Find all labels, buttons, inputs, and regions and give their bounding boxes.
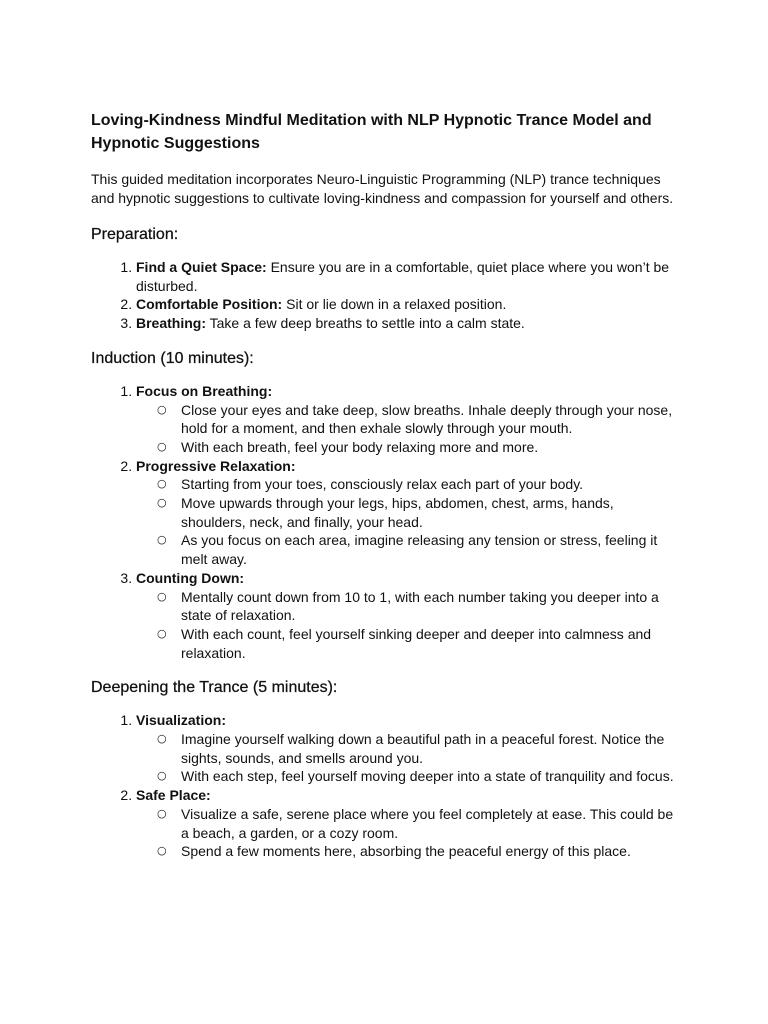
sub-list [136,475,682,569]
sub-list [136,805,682,861]
sub-list-item: ○ Move upwards through your legs, hips, abdomen, chest, arms, hands, shoulders, neck, and finally, your head. [181,494,682,531]
list-item [136,314,682,333]
list-item [136,569,682,663]
sub-list-item: ○ Visualize a safe, serene place where you feel completely at ease. This could be a beach, a garden, or a cozy room. [181,805,682,842]
step-label: Breathing: [136,315,206,332]
sub-list [136,401,682,457]
sub-list-item: ○ With each breath, feel your body relaxing more and more. [181,438,682,457]
step-text: Sit or lie down in a relaxed position. [282,296,507,313]
step-text: Take a few deep breaths to settle into a calm state. [206,315,525,332]
step-label: Progressive Relaxation: [136,457,296,474]
step-label: Safe Place: [136,787,211,804]
sub-list [136,588,682,663]
step-label: Comfortable Position: [136,296,283,313]
list-item [136,295,682,314]
sub-list [136,730,682,786]
sub-list-item: ○ Spend a few moments here, absorbing the peaceful energy of this place. [181,842,682,861]
sub-list-item: ○ Close your eyes and take deep, slow breaths. Inhale deeply through your nose, hold for a moment, and then exhale slowly through your mouth. [181,401,682,438]
list-item [136,457,682,569]
sub-list-item: ○ Imagine yourself walking down a beautiful path in a peaceful forest. Notice the sights, sounds, and smells around you. [181,730,682,767]
sub-list-item: ○ Mentally count down from 10 to 1, with each number taking you deeper into a state of relaxation. [181,588,682,625]
intro-paragraph: This guided meditation incorporates Neuro-Linguistic Programming (NLP) trance techniques and hypnotic suggestions to cultivate loving-kindness and compassion for yourself and others. [91,171,674,206]
section-heading-preparation: Preparation: [91,226,179,243]
list-item [136,711,682,786]
document-title: Loving-Kindness Mindful Meditation with NLP Hypnotic Trance Model and Hypnotic Suggestions [91,112,652,152]
induction-list [91,382,682,663]
section-heading-deepening: Deepening the Trance (5 minutes): [91,679,338,697]
sub-list-item: ○ With each step, feel yourself moving deeper into a state of tranquility and focus. [181,767,682,786]
step-label: Find a Quiet Space: [136,259,267,275]
step-text: Ensure you are in a comfortable, quiet place where you won’t be disturbed. [136,259,670,294]
list-item [136,786,682,861]
deepening-list [91,711,682,861]
sub-list-item: ○ With each count, feel yourself sinking deeper and deeper into calmness and relaxation. [181,625,682,662]
section-heading-induction: Induction (10 minutes): [91,349,254,367]
step-label: Focus on Breathing: [136,382,273,399]
list-item [136,258,682,295]
list-item [136,382,682,457]
preparation-list [91,258,682,333]
sub-list-item: ○ As you focus on each area, imagine releasing any tension or stress, feeling it melt away. [181,531,682,568]
step-label: Counting Down: [136,569,245,586]
sub-list-item: ○ Starting from your toes, consciously relax each part of your body. [181,475,682,494]
step-label: Visualization: [136,712,226,729]
